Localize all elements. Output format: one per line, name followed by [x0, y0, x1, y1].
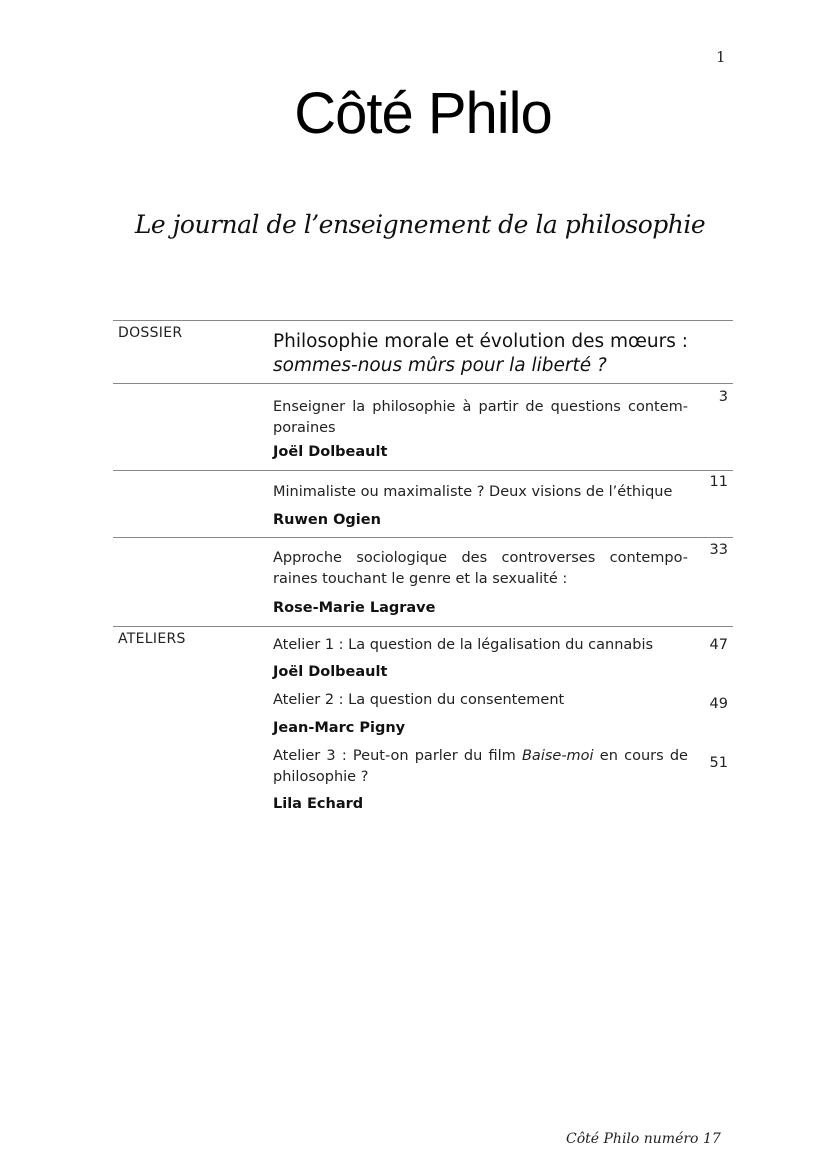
- atelier-title-3: [273, 746, 688, 788]
- dossier-title-line2: sommes-nous mûrs pour la liberté ?: [273, 355, 607, 376]
- entry-page-2: 11: [709, 474, 728, 490]
- atelier-page-3: 51: [709, 755, 728, 771]
- entry-author-2: Ruwen Ogien: [273, 512, 381, 528]
- atelier-author-1: Joël Dolbeault: [273, 664, 388, 680]
- atelier-page-2: 49: [709, 696, 728, 712]
- section-label-ateliers: ATELIERS: [118, 631, 186, 647]
- masthead-logo: Côté Philo: [294, 81, 552, 146]
- dossier-title: [273, 330, 688, 378]
- dossier-title-line1: Philosophie morale et évolution des mœurs :: [273, 331, 689, 352]
- entry-title-3: [273, 548, 688, 590]
- footer: Côté Philo numéro 17: [566, 1131, 721, 1147]
- entry-page-3: 33: [709, 542, 728, 558]
- tagline: Le journal de l’enseignement de la philosophie: [134, 210, 706, 239]
- entry-title-2: Minimaliste ou maximaliste ? Deux visions de l’éthique: [273, 484, 673, 500]
- atelier-title-2: Atelier 2 : La question du consentement: [273, 692, 565, 708]
- entry-title-3-line1: Approche sociologique des controverses contempo-: [273, 550, 688, 566]
- entry-title-1-line1: Enseigner la philosophie à partir de questions contem-: [273, 399, 688, 415]
- rule-ateliers-top: [113, 626, 733, 627]
- rule-entry-2: [113, 470, 733, 471]
- atelier-title-3-after: en cours de philosophie ?: [273, 748, 688, 785]
- entry-title-1: [273, 397, 688, 439]
- entry-title-1-line2: poraines: [273, 420, 336, 436]
- entry-author-3: Rose-Marie Lagrave: [273, 600, 436, 616]
- atelier-title-1: Atelier 1 : La question de la légalisation du cannabis: [273, 637, 654, 653]
- entry-page-1: 3: [718, 389, 728, 405]
- rule-dossier-top: [113, 320, 733, 321]
- section-label-dossier: DOSSIER: [118, 325, 183, 341]
- rule-entry-1: [113, 383, 733, 384]
- entry-author-1: Joël Dolbeault: [273, 444, 388, 460]
- atelier-author-2: Jean-Marc Pigny: [273, 720, 406, 736]
- rule-entry-3: [113, 537, 733, 538]
- atelier-title-3-before: Atelier 3 : Peut-on parler du film: [273, 748, 522, 764]
- entry-title-3-line2: raines touchant le genre et la sexualité :: [273, 571, 568, 587]
- page-number: 1: [716, 48, 726, 66]
- atelier-title-3-film: Baise-moi: [521, 748, 594, 764]
- atelier-author-3: Lila Echard: [273, 796, 364, 812]
- atelier-page-1: 47: [709, 637, 728, 653]
